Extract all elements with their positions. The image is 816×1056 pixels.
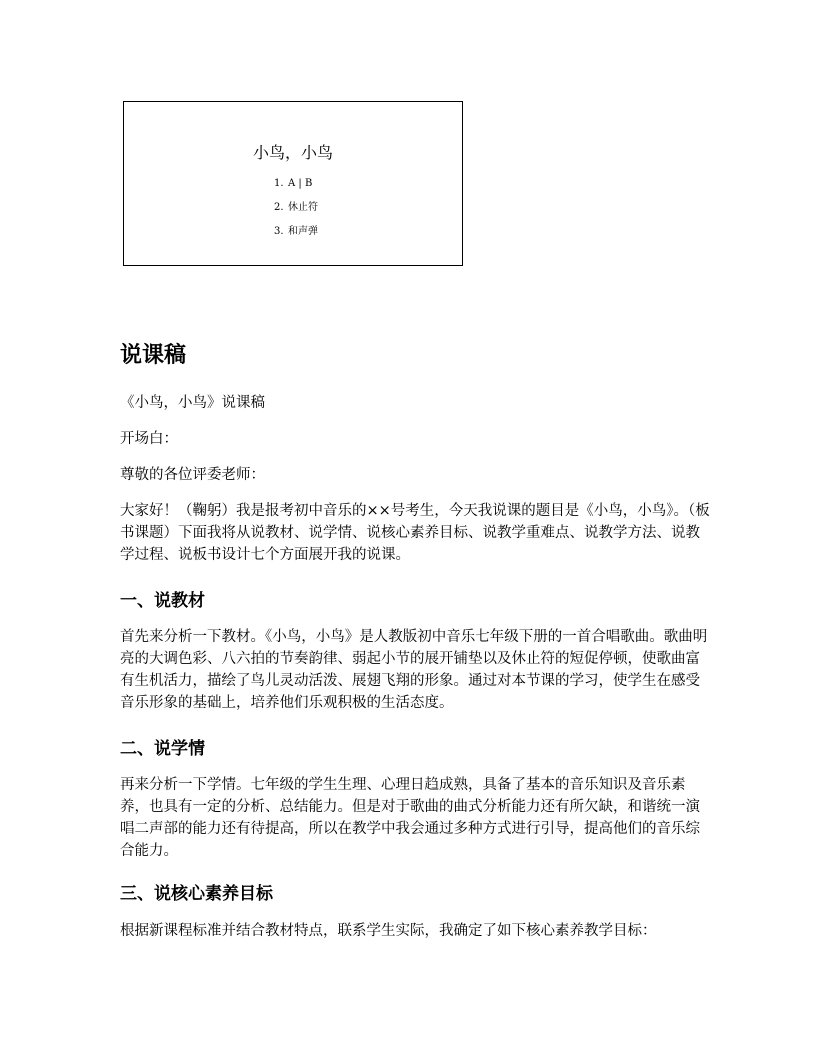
board-item-number: 2. <box>274 202 284 213</box>
board-item-text: 休止符 <box>288 202 318 213</box>
board-item-text: 和声弹 <box>288 226 318 237</box>
blackboard-design-box <box>123 101 463 266</box>
board-item <box>274 196 318 220</box>
greeting: 尊敬的各位评委老师： <box>120 467 265 483</box>
board-list <box>274 172 318 244</box>
section-heading-textbook: 一、说教材 <box>120 591 205 611</box>
intro-paragraph: 大家好！（鞠躬）我是报考初中音乐的××号考生，今天我说课的题目是《小鸟，小鸟》。（板书课题）下面我将从说教材、说学情、说核心素养目标、说教学重难点、说教学方法、说教学过程、说板书设计七个方面展开我的说课。 <box>120 503 710 563</box>
board-item-number: 3. <box>274 226 284 237</box>
board-title: 小鸟，小鸟 <box>252 143 333 162</box>
section-heading-students: 二、说学情 <box>120 739 205 759</box>
opening-label: 开场白： <box>120 431 178 447</box>
board-item <box>274 172 318 196</box>
section-body-textbook: 首先来分析一下教材。《小鸟，小鸟》是人教版初中音乐七年级下册的一首合唱歌曲。歌曲明亮的大调色彩、八六拍的节奏韵律、弱起小节的展开铺垫以及休止符的短促停顿，使歌曲富有生机活力，描绘了鸟儿灵动活泼、展翅飞翔的形象。通过对本节课的学习，使学生在感受音乐形象的基础上，培养他们乐观积极的生活态度。 <box>120 629 708 711</box>
section-body-core-goals: 根据新课程标准并结合教材特点，联系学生实际，我确定了如下核心素养教学目标： <box>120 923 657 939</box>
section-body-students: 再来分析一下学情。七年级的学生生理、心理日趋成熟，具备了基本的音乐知识及音乐素养，也具有一定的分析、总结能力。但是对于歌曲的曲式分析能力还有所欠缺，和谐统一演唱二声部的能力还有待提高，所以在教学中我会通过多种方式进行引导，提高他们的音乐综合能力。 <box>120 777 700 859</box>
board-item-number: 1. <box>274 178 284 189</box>
board-item-text: A | B <box>288 178 313 189</box>
board-item <box>274 220 318 244</box>
section-heading-core-goals: 三、说核心素养目标 <box>120 884 273 904</box>
lesson-subtitle: 《小鸟，小鸟》说课稿 <box>120 395 265 411</box>
document-title: 说课稿 <box>120 343 187 368</box>
